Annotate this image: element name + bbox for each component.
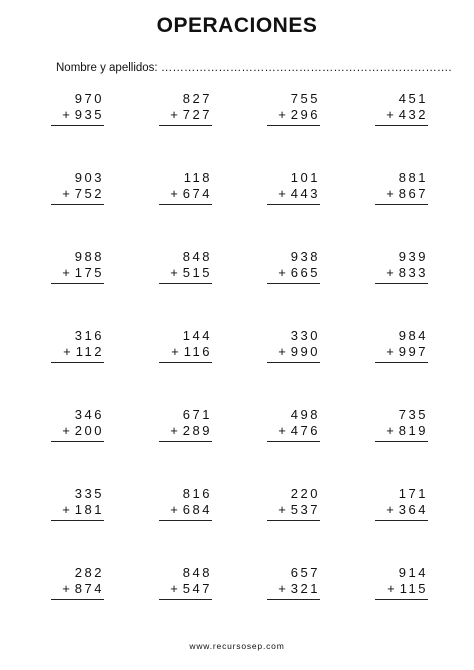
addition-problem [267,486,320,565]
name-label: Nombre y apellidos: [56,62,161,74]
addition-problem [159,249,212,328]
addend-top: 816 [182,486,212,501]
addend-top: 671 [182,407,212,422]
addend-bottom-row [386,186,428,201]
addend-bottom-row [170,502,212,517]
sum-line [267,204,320,205]
addition-problem [267,249,320,328]
addend-top: 498 [290,407,320,422]
addend-bottom: 874 [74,581,104,596]
plus-sign: + [386,502,394,517]
addend-bottom: 175 [74,265,104,280]
plus-sign: + [62,423,70,438]
addend-bottom: 515 [182,265,212,280]
addend-bottom-row [387,581,428,596]
addend-bottom: 289 [182,423,212,438]
plus-sign: + [386,186,394,201]
addend-bottom: 819 [398,423,428,438]
plus-sign: + [387,581,395,596]
addend-bottom-row [278,423,320,438]
name-field [56,62,452,74]
sum-line [375,283,428,284]
addition-problem [51,91,104,170]
addend-bottom-row [62,581,104,596]
addend-bottom-row [386,107,428,122]
footer-url: www.recursosep.com [189,641,285,651]
plus-sign: + [278,265,286,280]
addend-bottom: 833 [398,265,428,280]
addend-top: 282 [74,565,104,580]
addend-bottom: 547 [182,581,212,596]
addend-bottom: 867 [398,186,428,201]
addend-bottom: 112 [75,344,104,359]
addend-bottom-row [386,423,428,438]
plus-sign: + [386,107,394,122]
sum-line [267,441,320,442]
addend-top: 101 [290,170,320,185]
addend-bottom: 116 [183,344,212,359]
plus-sign: + [278,423,286,438]
addend-bottom-row [278,344,320,359]
addend-top: 755 [290,91,320,106]
sum-line [51,441,104,442]
addend-bottom-row [170,107,212,122]
addend-bottom-row [62,502,104,517]
addend-top: 346 [74,407,104,422]
plus-sign: + [278,107,286,122]
sum-line [159,362,212,363]
addend-top: 144 [182,328,212,343]
sum-line [159,125,212,126]
page-title: OPERACIONES [156,14,318,37]
sum-line [375,362,428,363]
addend-bottom-row [63,344,104,359]
sum-line [375,204,428,205]
addition-problem [51,486,104,565]
addend-top: 939 [398,249,428,264]
addend-bottom-row [171,344,212,359]
addend-bottom: 537 [290,502,320,517]
addition-problem [267,91,320,170]
addend-bottom: 665 [290,265,320,280]
addend-bottom-row [62,186,104,201]
addition-problem [159,486,212,565]
sum-line [159,599,212,600]
addend-bottom: 181 [74,502,104,517]
plus-sign: + [170,107,178,122]
addend-top: 970 [74,91,104,106]
plus-sign: + [386,344,394,359]
addend-bottom: 476 [290,423,320,438]
sum-line [159,283,212,284]
addend-bottom: 935 [74,107,104,122]
addend-bottom: 443 [290,186,320,201]
sum-line [159,520,212,521]
addition-problem [375,91,428,170]
addend-top: 171 [398,486,428,501]
addend-bottom-row [278,186,320,201]
addition-problem [375,249,428,328]
addend-bottom-row [278,502,320,517]
addend-top: 938 [290,249,320,264]
addend-top: 984 [398,328,428,343]
problems-grid [51,91,429,644]
addend-bottom: 296 [290,107,320,122]
addend-bottom-row [278,107,320,122]
addend-bottom: 200 [74,423,104,438]
sum-line [375,125,428,126]
addend-bottom: 997 [398,344,428,359]
addend-bottom-row [62,107,104,122]
addition-problem [375,486,428,565]
addition-problem [159,91,212,170]
addition-problem [51,249,104,328]
addition-problem [51,170,104,249]
addend-bottom-row [278,581,320,596]
sum-line [51,204,104,205]
sum-line [51,520,104,521]
plus-sign: + [278,581,286,596]
addend-top: 848 [182,249,212,264]
addend-top: 220 [290,486,320,501]
addend-bottom-row [170,581,212,596]
addition-problem [51,328,104,407]
plus-sign: + [63,344,71,359]
addend-bottom-row [386,265,428,280]
addition-problem [159,407,212,486]
addend-bottom: 432 [398,107,428,122]
addend-bottom: 115 [399,581,428,596]
addition-problem [267,170,320,249]
addend-bottom-row [386,502,428,517]
addition-problem [375,565,428,644]
addend-top: 118 [183,170,212,185]
addition-problem [375,407,428,486]
plus-sign: + [278,344,286,359]
addend-bottom-row [170,423,212,438]
addend-top: 988 [74,249,104,264]
addend-top: 735 [398,407,428,422]
plus-sign: + [170,423,178,438]
addend-top: 451 [398,91,428,106]
plus-sign: + [170,186,178,201]
plus-sign: + [62,186,70,201]
addition-problem [159,565,212,644]
plus-sign: + [386,423,394,438]
addend-bottom-row [170,265,212,280]
addition-problem [267,328,320,407]
plus-sign: + [386,265,394,280]
addition-problem [51,565,104,644]
sum-line [51,125,104,126]
addend-bottom-row [386,344,428,359]
addend-top: 330 [290,328,320,343]
addition-problem [51,407,104,486]
addend-bottom: 752 [74,186,104,201]
plus-sign: + [278,186,286,201]
sum-line [159,204,212,205]
addition-problem [159,170,212,249]
addend-bottom: 321 [290,581,320,596]
addend-top: 316 [74,328,104,343]
sum-line [51,283,104,284]
plus-sign: + [62,502,70,517]
sum-line [375,520,428,521]
sum-line [159,441,212,442]
addition-problem [159,328,212,407]
sum-line [267,599,320,600]
plus-sign: + [62,107,70,122]
addend-bottom: 364 [398,502,428,517]
addition-problem [267,565,320,644]
addend-top: 827 [182,91,212,106]
addend-bottom: 684 [182,502,212,517]
addend-top: 903 [74,170,104,185]
addition-problem [375,328,428,407]
sum-line [375,599,428,600]
addend-bottom-row [170,186,212,201]
addend-bottom-row [62,423,104,438]
addend-bottom-row [278,265,320,280]
addend-top: 657 [290,565,320,580]
plus-sign: + [171,344,179,359]
plus-sign: + [170,581,178,596]
addend-top: 335 [74,486,104,501]
addition-problem [375,170,428,249]
addend-bottom: 727 [182,107,212,122]
name-dots: …………………………………………………………………. [160,62,452,74]
addition-problem [267,407,320,486]
sum-line [267,125,320,126]
sum-line [267,283,320,284]
sum-line [267,520,320,521]
sum-line [375,441,428,442]
addend-bottom-row [62,265,104,280]
plus-sign: + [170,502,178,517]
plus-sign: + [278,502,286,517]
addend-bottom: 990 [290,344,320,359]
plus-sign: + [62,581,70,596]
addend-top: 914 [398,565,428,580]
sum-line [267,362,320,363]
plus-sign: + [170,265,178,280]
addend-top: 881 [398,170,428,185]
sum-line [51,599,104,600]
sum-line [51,362,104,363]
addend-top: 848 [182,565,212,580]
plus-sign: + [62,265,70,280]
addend-bottom: 674 [182,186,212,201]
